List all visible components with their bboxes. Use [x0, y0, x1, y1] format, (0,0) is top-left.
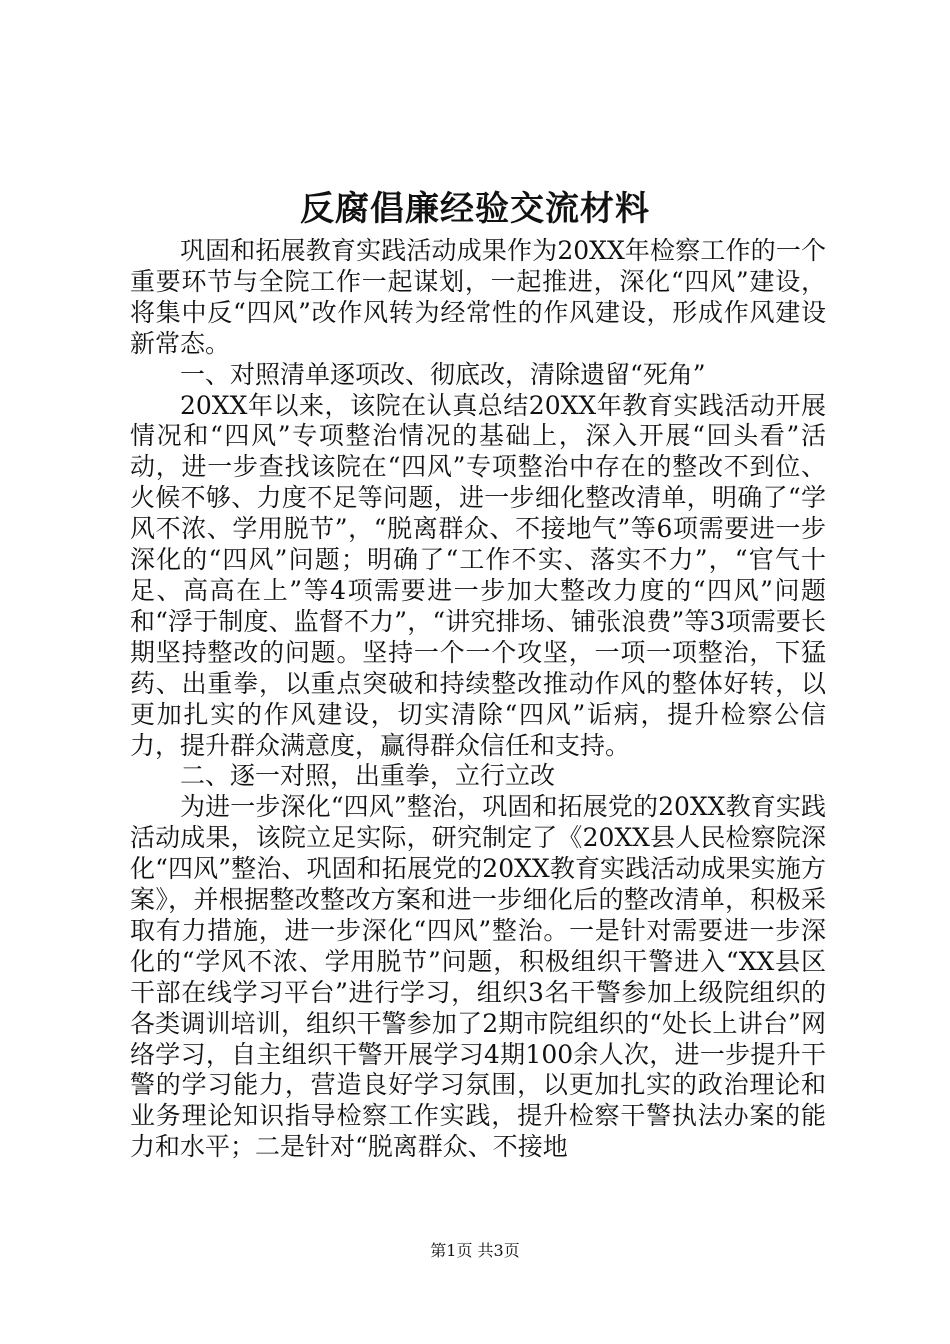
section-2-paragraph: 为进一步深化“四风”整治，巩固和拓展党的20XX教育实践活动成果，该院立足实际，研究制定了《20XX县人民检察院深化“四风”整治、巩固和拓展党的20XX教育实践活动成果实施方案》，并根据整改整改方案和进一步细化后的整改清单，积极采取有力措施，进一步深化“四风”整治。一是针对需要进一步深化的“学风不浓、学用脱节”问题，积极组织干警进入“XX县区干部在线学习平台”进行学习，组织3名干警参加上级院组织的各类调训培训，组织干警参加了2期市院组织的“处长上讲台”网络学习，自主组织干警开展学习4期100余人次，进一步提升干警的学习能力，营造良好学习氛围，以更加扎实的政治理论和业务理论知识指导检察工作实践，提升检察干警执法办案的能力和水平；二是针对“脱离群众、不接地	[130, 792, 826, 1162]
document-body	[130, 236, 826, 1163]
section-heading-1: 一、对照清单逐项改、彻底改，清除遗留“死角”	[180, 359, 706, 389]
page-footer: 第1页 共3页	[430, 1241, 520, 1260]
section-1-paragraph: 20XX年以来，该院在认真总结20XX年教育实践活动开展情况和“四风”专项整治情况的基础上，深入开展“回头看”活动，进一步查找该院在“四风”专项整治中存在的整改不到位、火候不够、力度不足等问题，进一步细化整改清单，明确了“学风不浓、学用脱节”，“脱离群众、不接地气”等6项需要进一步深化的“四风”问题；明确了“工作不实、落实不力”，“官气十足、高高在上”等4项需要进一步加大整改力度的“四风”问题和“浮于制度、监督不力”，“讲究排场、铺张浪费”等3项需要长期坚持整改的问题。坚持一个一个攻坚，一项一项整治，下猛药、出重拳，以重点突破和持续整改推动作风的整体好转，以更加扎实的作风建设，切实清除“四风”诟病，提升检察公信力，提升群众满意度，赢得群众信任和支持。	[130, 390, 826, 760]
document-title: 反腐倡廉经验交流材料	[300, 189, 650, 229]
section-heading-2: 二、逐一对照，出重拳，立行立改	[180, 761, 556, 791]
intro-paragraph: 巩固和拓展教育实践活动成果作为20XX年检察工作的一个重要环节与全院工作一起谋划，一起推进，深化“四风”建设，将集中反“四风”改作风转为经常性的作风建设，形成作风建设新常态。	[130, 236, 826, 358]
